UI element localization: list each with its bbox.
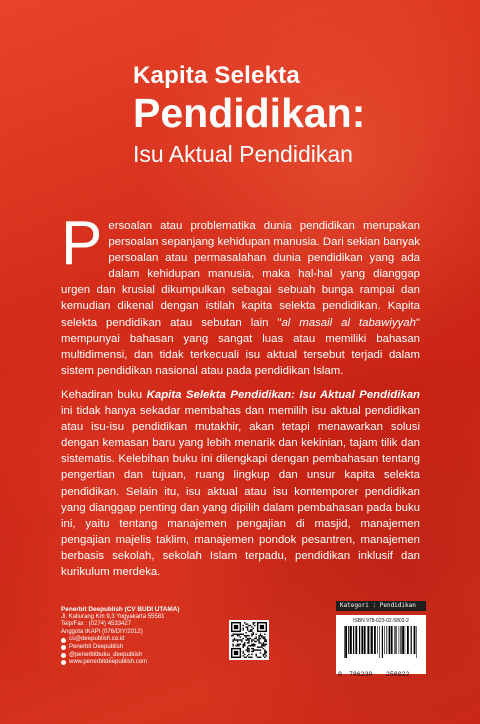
category-label: Kategori : Pendidikan (336, 601, 426, 611)
barcode-digits-right: 258022 (386, 671, 410, 678)
blurb-paragraph-2 (61, 387, 420, 580)
publisher-website: www.penerbitdeepublish.com (61, 659, 179, 667)
publisher-name: Penerbit Deepublish (CV BUDI UTAMA) (61, 606, 180, 613)
isbn-number: ISBN 978-623-02-5802-2 (353, 618, 409, 624)
blurb-p1-text-b: " mempunyai bahasan yang sangat luas atau memiliki bahasan multidimensi, dan tidak terkecuali isu aktual tersebut terjadi dalam sistem pendidikan nasional atau pada pendidikan Islam. (61, 316, 420, 377)
publisher-email: cs@deepublish.co.id (61, 636, 179, 644)
drop-cap: P (61, 209, 103, 278)
blurb-p2-text-a: Kehadiran buku (61, 388, 147, 401)
qr-code (229, 620, 269, 660)
title-line-1: Kapita Selekta (133, 62, 300, 89)
publisher-instagram: @penerbitbuku_deepublish (61, 652, 179, 660)
qr-code-graphic (231, 622, 267, 658)
isbn-block (336, 601, 426, 678)
facebook-icon (61, 645, 66, 650)
publisher-phone: Telp/Fax : (0274) 4533427 (61, 621, 132, 628)
globe-icon (61, 660, 66, 665)
blurb-p2-book-title: Kapita Selekta Pendidikan: Isu Aktual Pendidikan (146, 388, 420, 401)
instagram-icon (61, 653, 66, 658)
publisher-address: Jl. Kaliurang Km 9,3 Yogyakarta 55581 (61, 613, 165, 620)
subtitle: Isu Aktual Pendidikan (133, 141, 353, 167)
blurb-paragraph-1 (61, 209, 420, 379)
publisher-ikapi: Anggota IKAPI (076/DIY/2012) (61, 628, 143, 635)
email-icon (61, 638, 66, 643)
blurb-p1-italic: al masail al tabawiyyah (281, 316, 416, 329)
blurb-p2-text-b: ini tidak hanya sekadar membahas dan memilih isu aktual pendidikan atau isu-isu pendidikan mutakhir, akan tetapi menawarkan solusi dengan kemasan baru yang lebih menarik dan kekinian, tajam tilik dan sistematis. Kelebihan buku ini dilengkapi dengan pembahasan tentang pengertian dan tujuan, ruang lingkup dan unsur kapita selekta pendidikan. Selain itu, isu aktual atau isu kontemporer pendidikan yang dianggap penting dan yang dipilih dalam pembahasan pada buku ini, yaitu tentang manajemen pengajian di masjid, manajemen pengajian majelis taklim, manajemen pondok pesantren, manajemen berbasis sekolah, sekolah Islam terpadu, pendidikan inklusif dan kurikulum merdeka. (61, 405, 420, 578)
blurb (61, 209, 420, 580)
barcode-digit-lead: 9 (338, 671, 342, 678)
barcode-digits-left: 786230 (349, 671, 373, 678)
barcode-card (336, 615, 426, 678)
title-block (133, 62, 365, 167)
title-line-2: Pendidikan: (133, 90, 366, 136)
publisher-facebook: Penerbit Deepublish (61, 644, 179, 652)
blurb-p1-text-a: ersoalan atau problematika dunia pendidikan merupakan persoalan sepanjang kehidupan manusia. Dari sekian banyak persoalan atau permasalahan dunia pendidikan yang ada dalam kehidupan manusia, maka hal-hal yang dianggap urgen dan krusial dikumpulkan sebagai sebuah bunga rampai dan kemudian dikenal dengan istilah kapita selekta pendidikan. Kapita selekta pendidikan atau sebutan lain " (61, 220, 420, 329)
publisher-info (61, 606, 179, 667)
barcode (344, 626, 418, 658)
